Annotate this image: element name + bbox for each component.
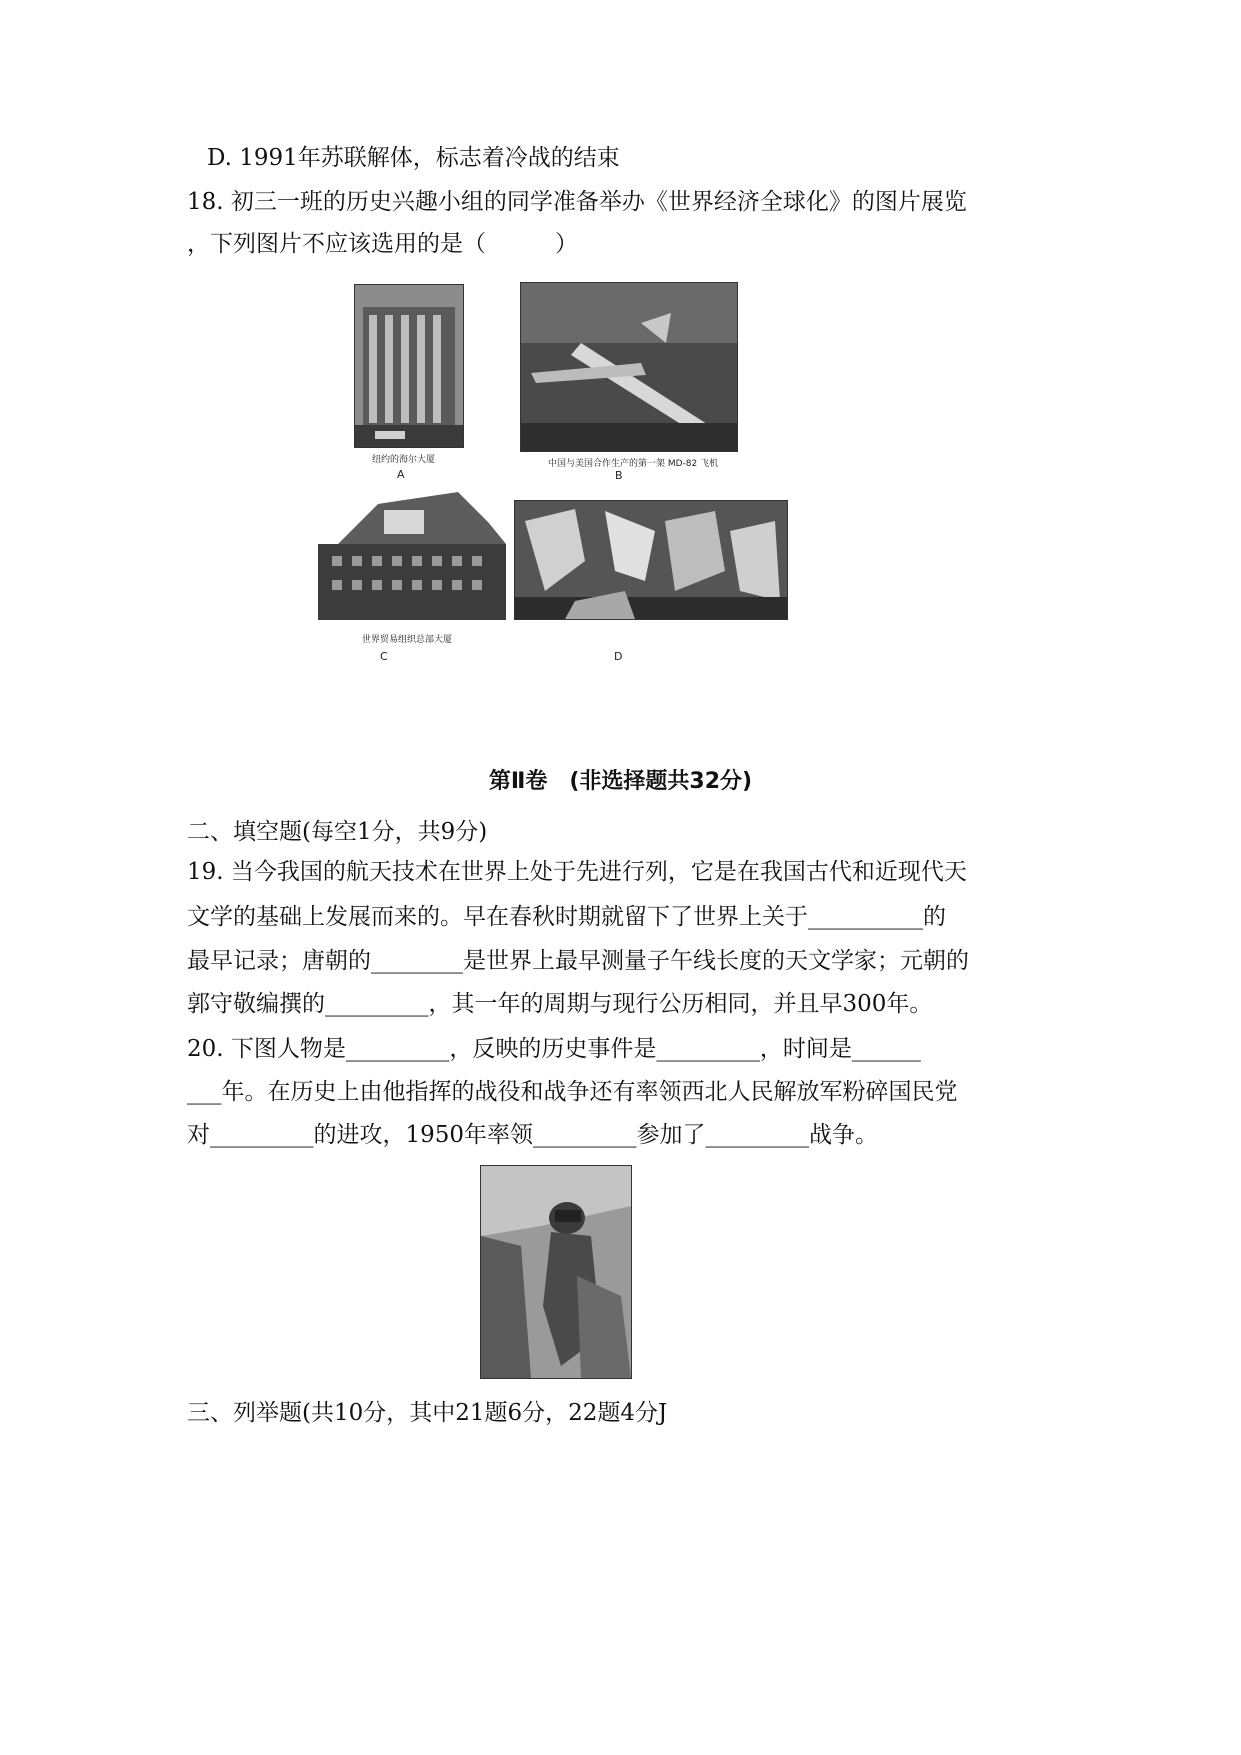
option-d: D. 1991年苏联解体，标志着冷战的结束 xyxy=(207,145,620,171)
photo-c-image xyxy=(318,492,506,620)
letter-c: C xyxy=(380,650,388,663)
photo-a-image xyxy=(355,285,463,447)
photo-a-building xyxy=(354,284,464,448)
question-19-line-3: 最早记录；唐朝的________是世界上最早测量子午线长度的天文学家；元朝的 xyxy=(187,948,969,974)
question-18-line-1: 18. 初三一班的历史兴趣小组的同学准备举办《世界经济全球化》的图片展览 xyxy=(187,189,967,215)
caption-a: 纽约的海尔大厦 xyxy=(372,455,436,465)
caption-c: 世界贸易组织总部大厦 xyxy=(362,635,453,645)
section-title: 第Ⅱ卷 (非选择题共32分) xyxy=(488,769,753,794)
photo-q20-image xyxy=(481,1166,631,1378)
photo-b-image xyxy=(521,283,737,451)
question-19-line-2: 文学的基础上发展而来的。早在春秋时期就留下了世界上关于__________的 xyxy=(187,904,946,930)
photo-b-airplane xyxy=(520,282,738,452)
letter-d: D xyxy=(614,650,623,663)
photo-d-guernica xyxy=(514,500,788,620)
caption-b: 中国与美国合作生产的第一架 MD-82 飞机 xyxy=(548,459,719,469)
question-19-line-4: 郭守敬编撰的_________，其一年的周期与现行公历相同，并且早300年。 xyxy=(187,991,933,1017)
question-19-line-1: 19. 当今我国的航天技术在世界上处于先进行列，它是在我国古代和近现代天 xyxy=(187,859,967,885)
photo-q20-figure xyxy=(480,1165,632,1379)
question-20-line-2: ___年。在历史上由他指挥的战役和战争还有率领西北人民解放军粉碎国民党 xyxy=(187,1079,958,1105)
question-20-line-3: 对_________的进攻，1950年率领_________参加了_________战争。 xyxy=(187,1122,879,1148)
question-20-line-1: 20. 下图人物是_________，反映的历史事件是_________，时间是______ xyxy=(187,1036,921,1062)
photo-c-wto-building xyxy=(318,492,506,620)
section-3-heading: 三、列举题(共10分，其中21题6分，22题4分J xyxy=(187,1400,668,1426)
section-2-heading: 二、填空题(每空1分，共9分) xyxy=(187,819,488,845)
question-18-line-2: ，下列图片不应该选用的是（ ） xyxy=(187,231,578,257)
letter-b: B xyxy=(615,469,623,482)
photo-d-image xyxy=(515,501,787,619)
letter-a: A xyxy=(397,468,405,481)
